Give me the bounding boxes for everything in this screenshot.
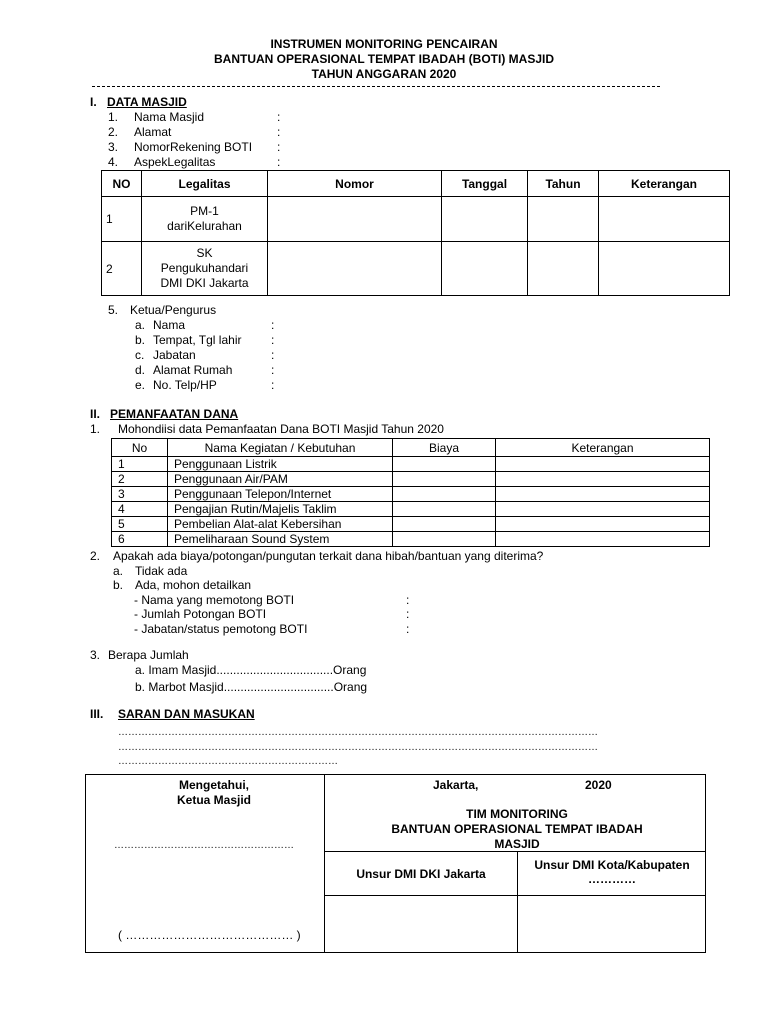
sub-colon: : <box>271 348 275 362</box>
q2-b-letter: b. <box>113 578 124 592</box>
cell-keterangan[interactable] <box>496 472 710 487</box>
table-row <box>112 487 710 502</box>
year-label: 2020 <box>585 778 612 792</box>
item-number: 1. <box>108 110 119 124</box>
cell-keterangan[interactable] <box>496 502 710 517</box>
legalitas-line: Pengukuhandari <box>160 261 249 275</box>
q2-detail-colon: : <box>406 607 410 621</box>
cell-nomor[interactable] <box>268 197 442 242</box>
item-colon: : <box>277 155 281 169</box>
legal-table-header-row <box>102 171 730 197</box>
q2-text: Apakah ada biaya/potongan/pungutan terkait dana hibah/bantuan yang diterima? <box>113 549 544 563</box>
ketua-masjid-label: Ketua Masjid <box>176 793 251 807</box>
q2-a-text: Tidak ada <box>135 564 188 578</box>
cell-kegiatan: Penggunaan Air/PAM <box>168 472 393 487</box>
col-header-biaya: Biaya <box>393 439 496 457</box>
table-row <box>102 197 730 242</box>
cell-keterangan[interactable] <box>496 532 710 547</box>
item-number: 2. <box>108 125 119 139</box>
q2-detail-colon: : <box>406 622 410 636</box>
section1-title: DATA MASJID <box>107 95 187 109</box>
cell-tanggal[interactable] <box>442 242 528 296</box>
header-divider <box>92 86 660 87</box>
cell-nomor[interactable] <box>268 242 442 296</box>
q2-detail-label: - Jumlah Potongan BOTI <box>134 607 267 621</box>
signature-box-kota[interactable] <box>518 896 706 953</box>
signature-box-dki[interactable] <box>325 896 518 953</box>
item-number: 5. <box>108 303 119 317</box>
cell-keterangan[interactable] <box>496 517 710 532</box>
legalitas-line: PM-1 <box>190 204 219 218</box>
cell-tahun[interactable] <box>528 197 599 242</box>
table-row <box>112 532 710 547</box>
item-label-rekening: NomorRekening BOTI <box>134 140 253 154</box>
item-colon: : <box>277 140 281 154</box>
legal-table <box>101 170 730 296</box>
signature-left-cell <box>86 775 325 953</box>
cell-keterangan[interactable] <box>496 487 710 502</box>
q3-b-text: b. Marbot Masjid.................................Orang <box>135 680 368 694</box>
item-label-alamat: Alamat <box>134 125 172 139</box>
q2-b-text: Ada, mohon detailkan <box>135 578 252 592</box>
doc-title-line3: TAHUN ANGGARAN 2020 <box>311 67 457 81</box>
sub-letter: e. <box>135 378 146 392</box>
item-colon: : <box>277 125 281 139</box>
cell-no: 3 <box>112 487 168 502</box>
sub-colon: : <box>271 318 275 332</box>
cell-tanggal[interactable] <box>442 197 528 242</box>
cell-kegiatan: Penggunaan Listrik <box>168 457 393 472</box>
col-header-nomor: Nomor <box>268 171 442 197</box>
cell-keterangan[interactable] <box>599 242 730 296</box>
cell-keterangan[interactable] <box>599 197 730 242</box>
q3-number: 3. <box>90 648 101 662</box>
unsur-dki-cell <box>325 852 518 896</box>
q3-a-text: a. Imam Masjid...................................Orang <box>135 663 367 677</box>
col-header-legalitas: Legalitas <box>142 171 268 197</box>
sub-letter: d. <box>135 363 146 377</box>
table-row <box>102 242 730 296</box>
q2-detail-label: - Nama yang memotong BOTI <box>134 593 295 607</box>
sub-letter: b. <box>135 333 146 347</box>
cell-no: 2 <box>102 242 142 296</box>
unsur-dki-label: Unsur DMI DKI Jakarta <box>356 867 486 881</box>
item-label-nama-masjid: Nama Masjid <box>134 110 205 124</box>
team-title-line1: TIM MONITORING <box>466 807 568 821</box>
cell-no: 1 <box>102 197 142 242</box>
col-header-no: No <box>112 439 168 457</box>
col-header-kegiatan: Nama Kegiatan / Kebutuhan <box>168 439 393 457</box>
sub-label-alamat-rumah: Alamat Rumah <box>153 363 233 377</box>
q2-detail-colon: : <box>406 593 410 607</box>
fund-table-header-row <box>112 439 710 457</box>
saran-dotted-line[interactable]: ……………………………………………………………………………………………………………………………… <box>118 742 598 753</box>
q3-text: Berapa Jumlah <box>108 648 189 662</box>
cell-no: 6 <box>112 532 168 547</box>
col-header-tanggal: Tanggal <box>442 171 528 197</box>
item-number: 4. <box>108 155 119 169</box>
q1-number: 1. <box>90 422 101 436</box>
table-row <box>112 457 710 472</box>
q2-detail-label: - Jabatan/status pemotong BOTI <box>134 622 308 636</box>
cell-biaya[interactable] <box>393 457 496 472</box>
signature-right-header <box>325 775 706 852</box>
sub-colon: : <box>271 363 275 377</box>
sub-label-jabatan: Jabatan <box>153 348 196 362</box>
cell-kegiatan: Pengajian Rutin/Majelis Taklim <box>168 502 393 517</box>
cell-no: 5 <box>112 517 168 532</box>
cell-biaya[interactable] <box>393 502 496 517</box>
legalitas-line: DMI DKI Jakarta <box>160 276 249 290</box>
item-colon: : <box>277 110 281 124</box>
table-row <box>112 517 710 532</box>
legalitas-line: dariKelurahan <box>167 219 242 233</box>
unsur-kota-dots: ………… <box>588 872 636 886</box>
cell-kegiatan: Pembelian Alat-alat Kebersihan <box>168 517 393 532</box>
table-row <box>112 502 710 517</box>
section1-number: I. <box>90 95 97 109</box>
sub-letter: c. <box>135 348 145 362</box>
unsur-kota-label: Unsur DMI Kota/Kabupaten <box>534 858 690 872</box>
sub-label-nama: Nama <box>153 318 186 332</box>
q1-text: Mohondiisi data Pemanfaatan Dana BOTI Masjid Tahun 2020 <box>118 422 444 436</box>
cell-kegiatan: Pemeliharaan Sound System <box>168 532 393 547</box>
saran-dotted-line[interactable]: ………………………………………………………… <box>118 756 338 767</box>
section2-number: II. <box>90 407 101 421</box>
section2-title: PEMANFAATAN DANA <box>110 407 239 421</box>
cell-keterangan[interactable] <box>496 457 710 472</box>
section3-number: III. <box>90 707 104 721</box>
cell-legalitas <box>142 197 268 242</box>
doc-title-line1: INSTRUMEN MONITORING PENCAIRAN <box>270 37 498 51</box>
cell-no: 1 <box>112 457 168 472</box>
q2-a-letter: a. <box>113 564 124 578</box>
cell-no: 4 <box>112 502 168 517</box>
item-number: 3. <box>108 140 119 154</box>
table-row <box>112 472 710 487</box>
item-label-legalitas: AspekLegalitas <box>134 155 216 169</box>
section3-title: SARAN DAN MASUKAN <box>118 707 255 721</box>
cell-legalitas <box>142 242 268 296</box>
team-title-line3: MASJID <box>494 837 540 851</box>
saran-dotted-line[interactable]: ……………………………………………………………………………………………………………………………… <box>118 727 598 738</box>
doc-title-line2: BANTUAN OPERASIONAL TEMPAT IBADAH (BOTI) MASJID <box>214 52 554 66</box>
q2-number: 2. <box>90 549 101 563</box>
unsur-kota-cell <box>518 852 706 896</box>
item-label-ketua: Ketua/Pengurus <box>130 303 217 317</box>
sub-colon: : <box>271 378 275 392</box>
cell-tahun[interactable] <box>528 242 599 296</box>
fund-table <box>111 438 710 547</box>
cell-kegiatan: Penggunaan Telepon/Internet <box>168 487 393 502</box>
signature-name-paren[interactable]: ( …………………………………… ) <box>118 928 301 942</box>
legalitas-line: SK <box>196 246 213 260</box>
cell-biaya[interactable] <box>393 472 496 487</box>
sub-letter: a. <box>135 318 146 332</box>
cell-biaya[interactable] <box>393 532 496 547</box>
signature-table <box>85 774 706 953</box>
col-header-no: NO <box>102 171 142 197</box>
cell-biaya[interactable] <box>393 487 496 502</box>
sub-colon: : <box>271 333 275 347</box>
signature-dots[interactable]: ……………………………………………… <box>114 840 294 851</box>
team-title-line2: BANTUAN OPERASIONAL TEMPAT IBADAH <box>391 822 643 836</box>
sub-label-ttl: Tempat, Tgl lahir <box>153 333 242 347</box>
col-header-keterangan: Keterangan <box>599 171 730 197</box>
sub-label-telp: No. Telp/HP <box>153 378 217 392</box>
city-label: Jakarta, <box>433 778 479 792</box>
col-header-keterangan: Keterangan <box>496 439 710 457</box>
mengetahui-label: Mengetahui, <box>178 778 249 792</box>
cell-no: 2 <box>112 472 168 487</box>
col-header-tahun: Tahun <box>528 171 599 197</box>
cell-biaya[interactable] <box>393 517 496 532</box>
